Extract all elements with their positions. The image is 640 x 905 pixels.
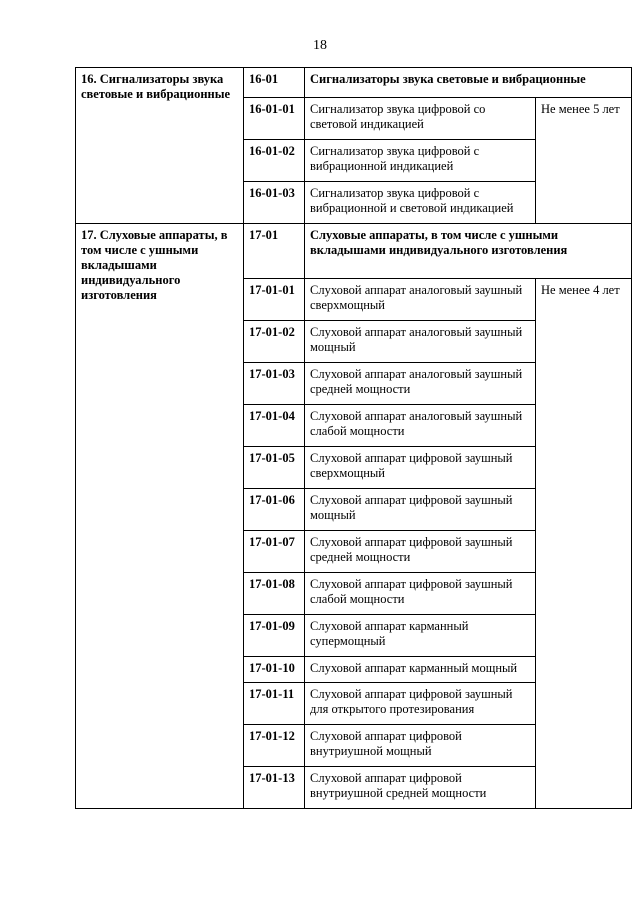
item-code: 17-01-12 — [244, 725, 305, 767]
item-name: Сигнализатор звука цифровой с вибрационной индикацией — [305, 140, 536, 182]
duration-cell: Не менее 5 лет — [536, 98, 632, 224]
item-code: 17-01-01 — [244, 279, 305, 321]
item-name: Сигнализатор звука цифровой с вибрационной и световой индикацией — [305, 182, 536, 224]
item-name: Слуховой аппарат цифровой заушный слабой мощности — [305, 573, 536, 615]
item-code: 17-01-13 — [244, 767, 305, 809]
duration-cell: Не менее 4 лет — [536, 279, 632, 809]
item-name: Слуховой аппарат цифровой внутриушной мощный — [305, 725, 536, 767]
item-name: Слуховой аппарат аналоговый заушный средней мощности — [305, 363, 536, 405]
group-code: 16-01 — [244, 68, 305, 98]
item-code: 17-01-06 — [244, 489, 305, 531]
item-name: Слуховой аппарат аналоговый заушный слабой мощности — [305, 405, 536, 447]
category-cell: 17. Слуховые аппараты, в том числе с ушными вкладышами индивидуального изготовления — [76, 224, 244, 809]
category-cell: 16. Сигнализаторы звука световые и вибрационные — [76, 68, 244, 224]
item-code: 17-01-11 — [244, 683, 305, 725]
item-name: Слуховой аппарат карманный супермощный — [305, 615, 536, 657]
item-code: 17-01-09 — [244, 615, 305, 657]
item-name: Слуховой аппарат аналоговый заушный сверхмощный — [305, 279, 536, 321]
item-code: 17-01-08 — [244, 573, 305, 615]
group-name: Сигнализаторы звука световые и вибрационные — [305, 68, 632, 98]
item-code: 17-01-03 — [244, 363, 305, 405]
item-name: Сигнализатор звука цифровой со световой индикацией — [305, 98, 536, 140]
item-code: 17-01-10 — [244, 657, 305, 683]
item-name: Слуховой аппарат аналоговый заушный мощный — [305, 321, 536, 363]
item-code: 16-01-03 — [244, 182, 305, 224]
item-code: 17-01-07 — [244, 531, 305, 573]
item-code: 16-01-01 — [244, 98, 305, 140]
group-row — [76, 68, 632, 98]
item-name: Слуховой аппарат цифровой заушный мощный — [305, 489, 536, 531]
page-number: 18 — [313, 38, 327, 53]
group-row — [76, 224, 632, 279]
group-name: Слуховые аппараты, в том числе с ушными вкладышами индивидуального изготовления — [305, 224, 632, 279]
item-code: 16-01-02 — [244, 140, 305, 182]
item-name: Слуховой аппарат цифровой заушный средней мощности — [305, 531, 536, 573]
group-code: 17-01 — [244, 224, 305, 279]
item-name: Слуховой аппарат цифровой заушный для открытого протезирования — [305, 683, 536, 725]
item-code: 17-01-05 — [244, 447, 305, 489]
item-name: Слуховой аппарат цифровой заушный сверхмощный — [305, 447, 536, 489]
classification-table — [75, 67, 632, 809]
item-name: Слуховой аппарат карманный мощный — [305, 657, 536, 683]
item-code: 17-01-04 — [244, 405, 305, 447]
item-code: 17-01-02 — [244, 321, 305, 363]
item-name: Слуховой аппарат цифровой внутриушной средней мощности — [305, 767, 536, 809]
